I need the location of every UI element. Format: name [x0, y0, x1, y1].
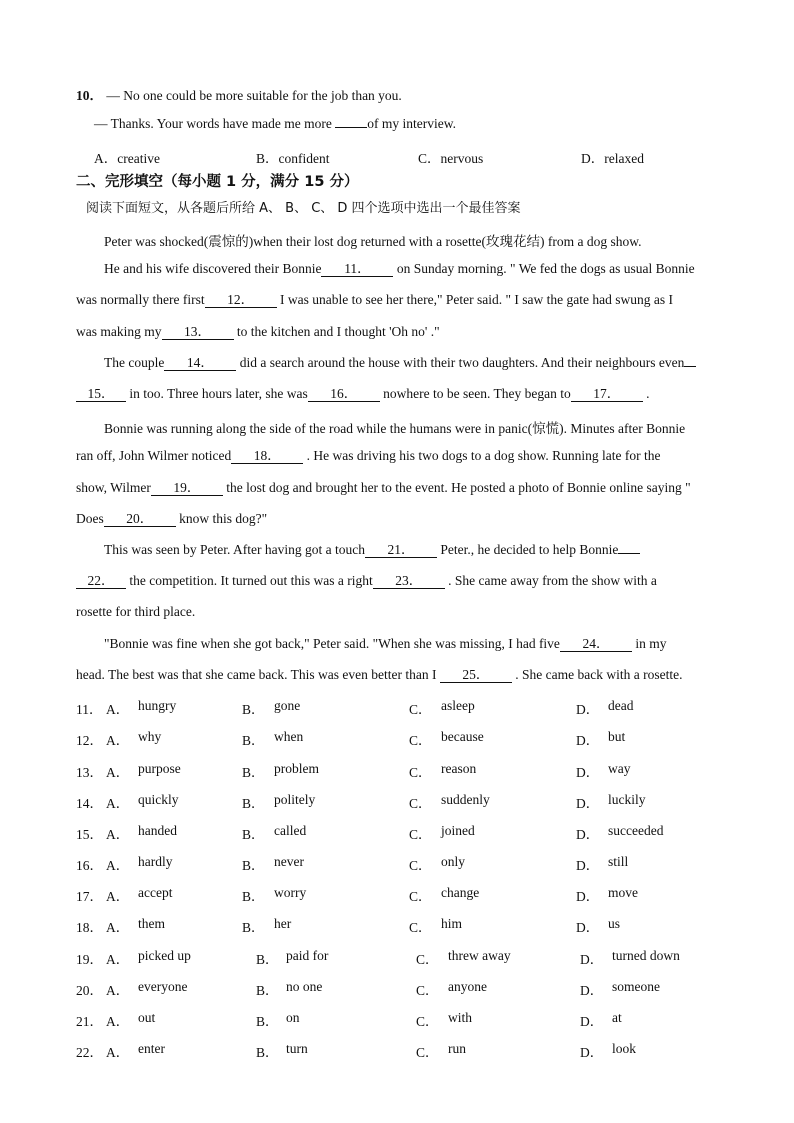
- option-b-text[interactable]: her: [274, 916, 292, 931]
- option-b-text[interactable]: turn: [286, 1041, 308, 1056]
- option-b-letter[interactable]: B．: [242, 765, 265, 780]
- option-c-text[interactable]: because: [441, 729, 484, 744]
- passage-line: [104, 261, 695, 277]
- passage-text: . She came away from the show with a: [444, 573, 657, 588]
- question-row: [76, 979, 756, 999]
- blank-24[interactable]: 24．: [560, 637, 632, 652]
- passage-line: [76, 511, 267, 527]
- option-c-letter[interactable]: C．: [409, 827, 432, 842]
- option-c-letter[interactable]: C．: [409, 765, 432, 780]
- question-row: [76, 854, 756, 874]
- passage-text: nowhere to be seen. They began to: [379, 386, 571, 401]
- option-a-text[interactable]: out: [138, 1010, 156, 1025]
- question-number: 14．: [76, 796, 103, 811]
- blank-22[interactable]: 22．: [76, 574, 126, 589]
- option-a-text[interactable]: hungry: [138, 698, 177, 713]
- passage-text: Peter., he decided to help Bonnie: [436, 542, 619, 557]
- option-c-text[interactable]: run: [448, 1041, 466, 1056]
- passage-line: [76, 480, 691, 496]
- question-number: 18．: [76, 920, 103, 935]
- passage-line: [76, 573, 657, 589]
- option-d-letter[interactable]: D．: [576, 733, 600, 748]
- passage-text: show, Wilmer: [76, 480, 151, 495]
- option-c-letter[interactable]: C．: [416, 1045, 439, 1060]
- option-b-letter[interactable]: B．: [242, 920, 265, 935]
- option-d-text[interactable]: still: [608, 854, 629, 869]
- option-a-letter[interactable]: A．: [106, 702, 130, 717]
- question-row: [76, 698, 756, 718]
- option-a-letter[interactable]: A．: [106, 920, 130, 935]
- option-b-text[interactable]: politely: [274, 792, 316, 807]
- option-d-text[interactable]: but: [608, 729, 626, 744]
- option-b-text[interactable]: problem: [274, 761, 319, 776]
- option-b-letter[interactable]: B．: [242, 796, 265, 811]
- option-b-letter[interactable]: B．: [242, 858, 265, 873]
- blank-15[interactable]: 15．: [76, 387, 126, 402]
- option-c-text[interactable]: asleep: [441, 698, 475, 713]
- option-b-text[interactable]: paid for: [286, 948, 329, 963]
- option-b-letter[interactable]: B．: [256, 1045, 279, 1060]
- option-d-letter[interactable]: D．: [580, 1014, 604, 1029]
- question-row: [76, 885, 756, 905]
- section-title: 二、完形填空（每小题 1 分，满分 15 分）: [76, 174, 359, 190]
- option-d[interactable]: D．relaxed: [581, 151, 644, 166]
- option-d-letter[interactable]: D．: [576, 702, 600, 717]
- passage-line: [76, 324, 440, 340]
- question-row: [76, 729, 756, 749]
- option-b-letter[interactable]: B．: [242, 702, 265, 717]
- passage-line: [76, 667, 682, 683]
- option-d-letter[interactable]: D．: [576, 920, 600, 935]
- option-c-text[interactable]: him: [441, 916, 463, 931]
- option-a-text[interactable]: accept: [138, 885, 173, 900]
- passage-text: on Sunday morning. " We fed the dogs as usual Bonnie: [393, 261, 695, 276]
- option-a-text[interactable]: purpose: [138, 761, 181, 776]
- option-b-letter[interactable]: B．: [256, 1014, 279, 1029]
- option-a-letter[interactable]: A．: [106, 983, 130, 998]
- blank-11[interactable]: 11．: [321, 262, 393, 277]
- option-a-letter[interactable]: A．: [106, 889, 130, 904]
- question-row: [76, 792, 756, 812]
- passage-line: [104, 355, 696, 371]
- answer-blank[interactable]: [335, 127, 367, 128]
- blank-16[interactable]: 16．: [308, 387, 380, 402]
- passage-text: .: [642, 386, 650, 401]
- passage-line: [76, 386, 650, 402]
- passage-text: the competition. It turned out this was a right: [126, 573, 373, 588]
- option-c-letter[interactable]: C．: [409, 733, 432, 748]
- option-c-letter[interactable]: C．: [416, 952, 439, 967]
- section-instruction: 阅读下面短文，从各题后所给 A、 B、 C、 D 四个选项中选出一个最佳答案: [86, 201, 521, 216]
- passage-line: [104, 636, 666, 652]
- passage-text: This was seen by Peter. After having got a touch: [104, 542, 365, 557]
- dialogue-line-end: of my interview.: [367, 116, 456, 131]
- option-a-text[interactable]: handed: [138, 823, 177, 838]
- option-a-letter[interactable]: A．: [106, 858, 130, 873]
- option-c-letter[interactable]: C．: [409, 702, 432, 717]
- question-row: [76, 1041, 756, 1061]
- question-number: 22．: [76, 1045, 103, 1060]
- option-d-text[interactable]: way: [608, 761, 631, 776]
- blank-18[interactable]: 18．: [231, 449, 303, 464]
- passage-text: Does: [76, 511, 104, 526]
- option-a[interactable]: A．creative: [94, 151, 160, 166]
- question-10-response: [94, 116, 456, 132]
- passage-line: [76, 292, 673, 308]
- option-c-letter[interactable]: C．: [409, 796, 432, 811]
- option-b-letter[interactable]: B．: [242, 733, 265, 748]
- question-row: [76, 948, 756, 968]
- question-number: 19．: [76, 952, 103, 967]
- option-c-text[interactable]: threw away: [448, 948, 511, 963]
- option-a-letter[interactable]: A．: [106, 733, 130, 748]
- question-number: 13．: [76, 765, 103, 780]
- question-number: 16．: [76, 858, 103, 873]
- passage-line: [76, 448, 661, 464]
- passage-text: ran off, John Wilmer noticed: [76, 448, 232, 463]
- option-d-text[interactable]: look: [612, 1041, 637, 1056]
- question-number: 20．: [76, 983, 103, 998]
- option-a-text[interactable]: picked up: [138, 948, 191, 963]
- passage-text: know this dog?": [175, 511, 268, 526]
- blank-21[interactable]: 21．: [365, 543, 437, 558]
- option-c-text[interactable]: anyone: [448, 979, 487, 994]
- option-c-text[interactable]: only: [441, 854, 466, 869]
- option-a-text[interactable]: why: [138, 729, 162, 744]
- option-c-letter[interactable]: C．: [409, 889, 432, 904]
- option-b-text[interactable]: called: [274, 823, 307, 838]
- option-d-text[interactable]: us: [608, 916, 621, 931]
- option-c-text[interactable]: change: [441, 885, 480, 900]
- option-c[interactable]: C．nervous: [418, 151, 484, 166]
- question-number: 10．: [76, 88, 103, 103]
- option-d-letter[interactable]: D．: [576, 889, 600, 904]
- option-b-letter[interactable]: B．: [256, 952, 279, 967]
- question-row: [76, 1010, 756, 1030]
- option-d-text[interactable]: move: [608, 885, 638, 900]
- question-number: 15．: [76, 827, 103, 842]
- passage-line: Bonnie was running along the side of the road while the humans were in panic(惊慌). Minutes after Bonnie: [104, 421, 686, 436]
- passage-text: . He was driving his two dogs to a dog show. Running late for the: [303, 448, 661, 463]
- option-d-letter[interactable]: D．: [576, 827, 600, 842]
- passage-line: [104, 542, 640, 558]
- blank-17[interactable]: 17．: [571, 387, 643, 402]
- question-row: [76, 761, 756, 781]
- passage-text: to the kitchen and I thought 'Oh no' .": [233, 324, 440, 339]
- question-number: 12．: [76, 733, 103, 748]
- option-a-text[interactable]: them: [138, 916, 165, 931]
- passage-text: The couple: [104, 355, 165, 370]
- option-d-text[interactable]: at: [612, 1010, 622, 1025]
- option-a-letter[interactable]: A．: [106, 796, 130, 811]
- question-10-options: [76, 147, 756, 167]
- blank-22-lead: [618, 553, 640, 554]
- option-c-text[interactable]: reason: [441, 761, 477, 776]
- passage-text: in too. Three hours later, she was: [126, 386, 308, 401]
- passage-text: He and his wife discovered their Bonnie: [104, 261, 322, 276]
- option-d-text[interactable]: succeeded: [608, 823, 664, 838]
- option-a-text[interactable]: enter: [138, 1041, 165, 1056]
- option-b-text[interactable]: worry: [274, 885, 307, 900]
- option-c-text[interactable]: with: [448, 1010, 473, 1025]
- option-b-text[interactable]: on: [286, 1010, 300, 1025]
- passage-text: did a search around the house with their two daughters. And their neighbours even: [236, 355, 685, 370]
- option-c-letter[interactable]: C．: [416, 1014, 439, 1029]
- option-d-letter[interactable]: D．: [580, 1045, 604, 1060]
- option-b-text[interactable]: never: [274, 854, 304, 869]
- option-b-text[interactable]: gone: [274, 698, 301, 713]
- option-c-text[interactable]: joined: [441, 823, 475, 838]
- option-a-letter[interactable]: A．: [106, 765, 130, 780]
- option-c-letter[interactable]: C．: [416, 983, 439, 998]
- option-b-letter[interactable]: B．: [256, 983, 279, 998]
- blank-13[interactable]: 13．: [162, 325, 234, 340]
- passage-line: rosette for third place.: [76, 604, 196, 619]
- passage-text: head. The best was that she came back. This was even better than I: [76, 667, 440, 682]
- option-d-letter[interactable]: D．: [580, 983, 604, 998]
- option-b-letter[interactable]: B．: [242, 827, 265, 842]
- option-a-letter[interactable]: A．: [106, 1045, 130, 1060]
- option-b-text[interactable]: when: [274, 729, 304, 744]
- option-d-letter[interactable]: D．: [576, 858, 600, 873]
- blank-25[interactable]: 25．: [440, 668, 512, 683]
- passage-text: in my: [631, 636, 667, 651]
- option-c-text[interactable]: suddenly: [441, 792, 490, 807]
- dialogue-line: — No one could be more suitable for the job than you.: [106, 88, 402, 103]
- passage-text: was making my: [76, 324, 162, 339]
- blank-20[interactable]: 20．: [104, 512, 176, 527]
- passage-text: . She came back with a rosette.: [511, 667, 683, 682]
- question-row: [76, 823, 756, 843]
- passage-text: "Bonnie was fine when she got back," Peter said. "When she was missing, I had five: [104, 636, 560, 651]
- option-d-text[interactable]: dead: [608, 698, 634, 713]
- option-a-letter[interactable]: A．: [106, 1014, 130, 1029]
- passage-text: the lost dog and brought her to the event. He posted a photo of Bonnie online saying ": [222, 480, 691, 495]
- blank-15-lead: [684, 366, 696, 367]
- option-c-letter[interactable]: C．: [409, 858, 432, 873]
- question-row: [76, 916, 756, 936]
- option-d-letter[interactable]: D．: [580, 952, 604, 967]
- option-d-text[interactable]: turned down: [612, 948, 680, 963]
- option-a-letter[interactable]: A．: [106, 952, 130, 967]
- blank-19[interactable]: 19．: [151, 481, 223, 496]
- blank-14[interactable]: 14．: [164, 356, 236, 371]
- question-10-prompt: [76, 84, 402, 104]
- option-a-letter[interactable]: A．: [106, 827, 130, 842]
- option-d-text[interactable]: someone: [612, 979, 660, 994]
- question-number: 17．: [76, 889, 103, 904]
- blank-23[interactable]: 23．: [373, 574, 445, 589]
- dialogue-line: — Thanks. Your words have made me more: [94, 116, 336, 131]
- option-d-letter[interactable]: D．: [576, 765, 600, 780]
- blank-12[interactable]: 12．: [205, 293, 277, 308]
- option-d-text[interactable]: luckily: [608, 792, 646, 807]
- passage-text: was normally there first: [76, 292, 205, 307]
- option-d-letter[interactable]: D．: [576, 796, 600, 811]
- option-c-letter[interactable]: C．: [409, 920, 432, 935]
- option-b-text[interactable]: no one: [286, 979, 323, 994]
- option-a-text[interactable]: everyone: [138, 979, 188, 994]
- passage-line: Peter was shocked(震惊的)when their lost dog returned with a rosette(玫瑰花结) from a dog show.: [104, 234, 642, 249]
- option-a-text[interactable]: hardly: [138, 854, 173, 869]
- option-b-letter[interactable]: B．: [242, 889, 265, 904]
- question-number: 21．: [76, 1014, 103, 1029]
- option-b[interactable]: B．confident: [256, 151, 330, 166]
- question-number: 11．: [76, 702, 103, 717]
- passage-text: I was unable to see her there," Peter said. " I saw the gate had swung as I: [276, 292, 673, 307]
- option-a-text[interactable]: quickly: [138, 792, 179, 807]
